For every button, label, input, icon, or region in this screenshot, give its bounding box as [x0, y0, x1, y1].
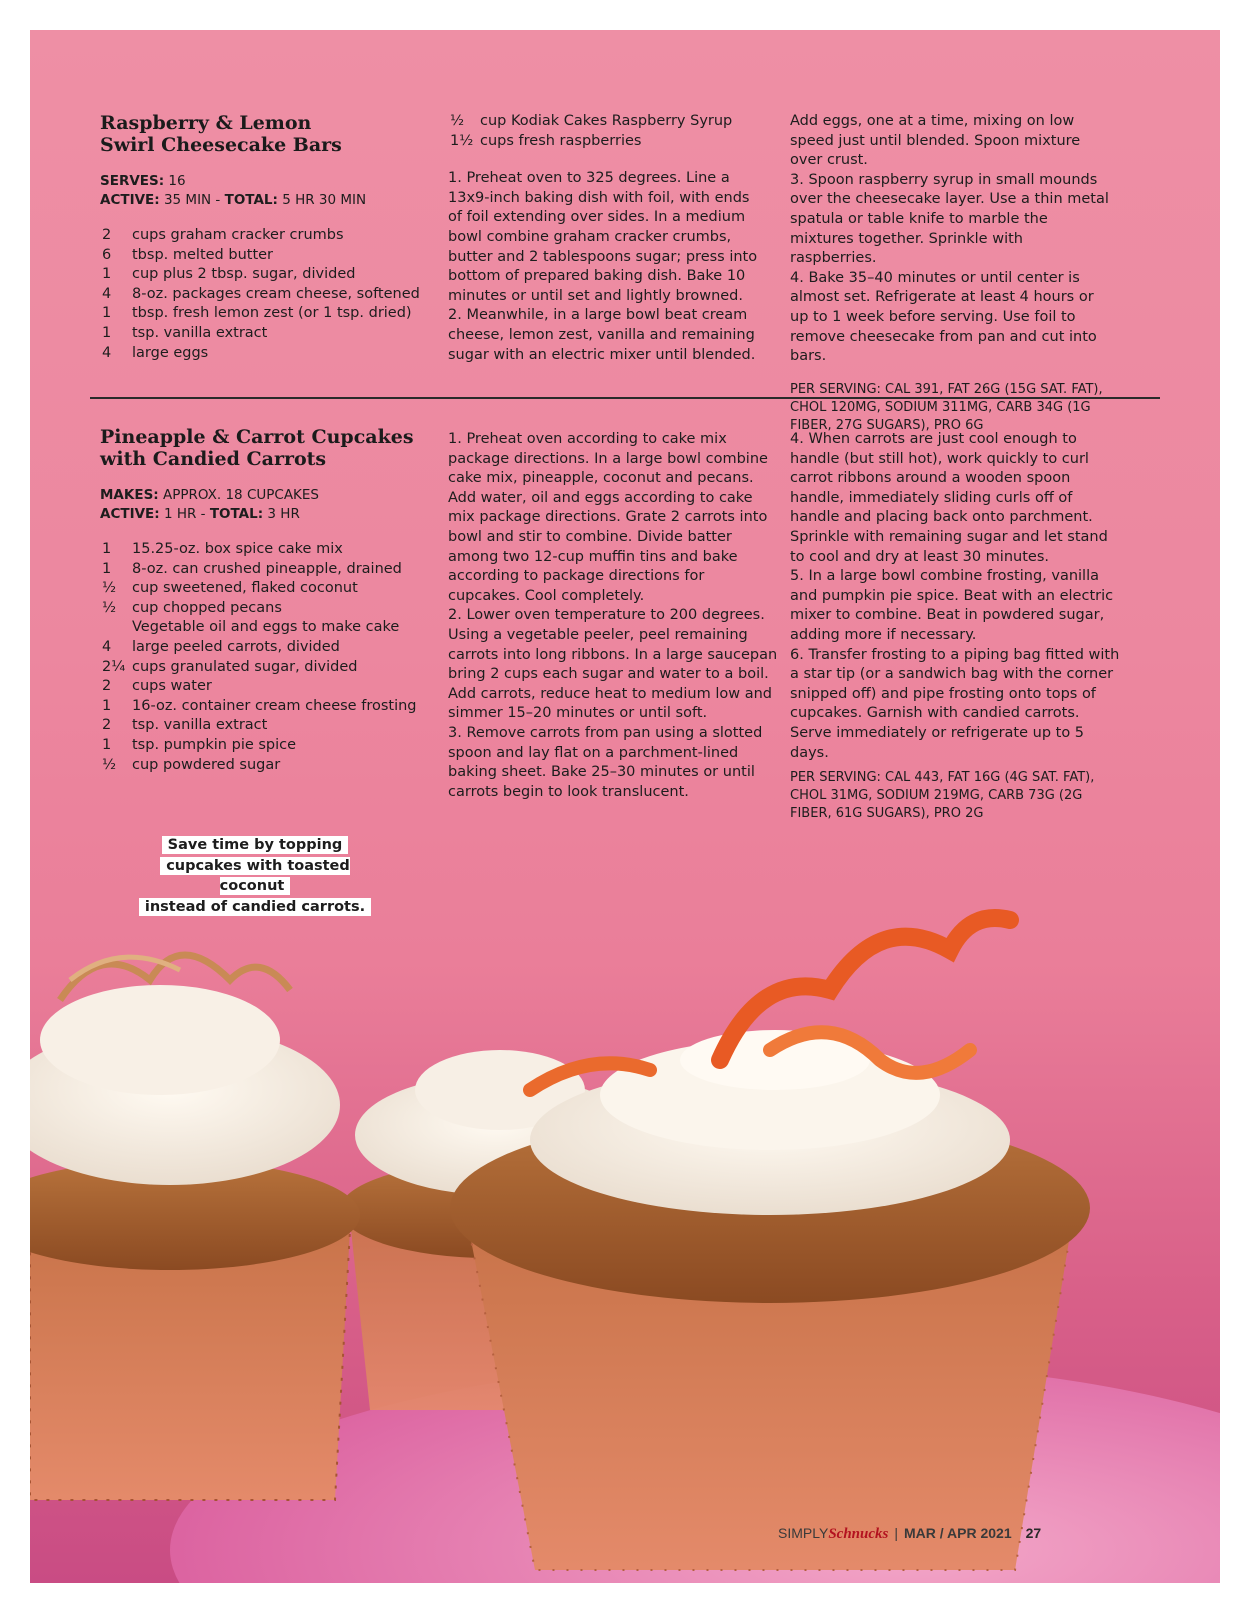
ingredient-quantity: 1	[102, 324, 112, 341]
ingredient-item	[100, 658, 440, 678]
active-label: ACTIVE:	[100, 192, 160, 208]
ingredient-quantity: 2¼	[102, 658, 126, 675]
recipe2-column3	[790, 430, 1125, 836]
recipe-step: 1. Preheat oven according to cake mix package directions. In a large bowl combine cake mix, pineapple, coconut and pecans. Add water, oil and eggs according to cake mix package directions. Grate 2 carrots into bowl and stir to combine. Divide batter among two 12-cup muffin tins and bake according to package directions for cupcakes. Cool completely.	[448, 431, 768, 604]
ingredient-quantity: 6	[102, 246, 112, 263]
recipe1-ingredient-list	[100, 226, 430, 363]
ingredient-text: cups water	[132, 678, 212, 695]
cupcake-front	[450, 918, 1090, 1570]
ingredient-item	[100, 756, 440, 776]
ingredient-quantity: ½	[102, 580, 117, 597]
ingredient-quantity: 1	[102, 266, 112, 283]
recipe-step: 4. Bake 35–40 minutes or until center is almost set. Refrigerate at least 4 hours or up to 1 week before serving. Use foil to remove cheesecake from pan and cut into bars.	[790, 269, 1097, 365]
recipe1-steps-part1	[448, 169, 768, 365]
ingredient-text: cup powdered sugar	[132, 756, 281, 773]
recipe-step: 2. Lower oven temperature to 200 degrees. Using a vegetable peeler, peel remaining carrots into long ribbons. In a large saucepan bring 2 cups each sugar and water to a boil. Add carrots, reduce heat to medium low and simmer 15–20 minutes or until soft.	[448, 607, 778, 722]
ingredient-quantity: 1	[102, 736, 112, 753]
serves-label: SERVES:	[100, 173, 165, 189]
ingredient-item	[100, 618, 440, 638]
footer-separator: |	[894, 1525, 898, 1541]
ingredient-quantity: 4	[102, 344, 112, 361]
ingredient-quantity: 4	[102, 638, 112, 655]
ingredient-text: cups granulated sugar, divided	[132, 658, 358, 675]
recipe1-column1	[100, 112, 430, 363]
footer-simply: SIMPLY	[778, 1525, 829, 1541]
ingredient-quantity: 2	[102, 678, 112, 695]
tip-line3: instead of candied carrots.	[139, 898, 371, 916]
recipe2-title	[100, 426, 440, 470]
total-value: 3 HR	[263, 506, 300, 522]
recipe1-steps-part2	[790, 112, 1110, 367]
recipe2-times	[100, 505, 440, 524]
ingredient-text: tsp. vanilla extract	[132, 717, 268, 734]
recipe2-title-line1: Pineapple & Carrot Cupcakes	[100, 426, 414, 448]
ingredient-text: 16-oz. container cream cheese frosting	[132, 697, 417, 714]
recipe1-column2	[448, 112, 768, 365]
recipe-step: Add eggs, one at a time, mixing on low speed just until blended. Spoon mixture over crust.	[790, 113, 1081, 169]
tip-line2: cupcakes with toasted coconut	[160, 857, 350, 896]
recipe1-title-line2: Swirl Cheesecake Bars	[100, 134, 342, 156]
ingredient-item	[100, 736, 440, 756]
ingredient-text: Vegetable oil and eggs to make cake	[132, 619, 400, 636]
ingredient-item	[100, 265, 430, 285]
ingredient-item	[100, 285, 430, 305]
recipe-step: 3. Spoon raspberry syrup in small mounds over the cheesecake layer. Use a thin metal spatula or table knife to marble the mixtures together. Sprinkle with raspberries.	[790, 171, 1109, 267]
ingredient-item	[100, 540, 440, 560]
ingredient-item	[448, 112, 768, 132]
ingredient-text: tsp. pumpkin pie spice	[132, 736, 297, 753]
ingredient-text: cup plus 2 tbsp. sugar, divided	[132, 266, 356, 283]
cupcake-left	[30, 955, 360, 1500]
recipe1-nutrition: PER SERVING: CAL 391, FAT 26G (15G SAT. FAT), CHOL 120MG, SODIUM 311MG, CARB 34G (1G FIBER, 27G SUGARS), PRO 6G	[790, 381, 1103, 433]
recipe1-title	[100, 112, 430, 156]
ingredient-text: cups graham cracker crumbs	[132, 227, 344, 243]
ingredient-item	[100, 560, 440, 580]
ingredient-text: 8-oz. can crushed pineapple, drained	[132, 560, 402, 577]
tip-line1: Save time by topping	[162, 836, 349, 854]
page-footer	[778, 1525, 1041, 1543]
recipe1-serves	[100, 172, 430, 191]
recipe1-title-line1: Raspberry & Lemon	[100, 112, 312, 134]
makes-value: APPROX. 18 CUPCAKES	[158, 487, 319, 503]
ingredient-text: cup chopped pecans	[132, 599, 282, 616]
ingredient-text: 8-oz. packages cream cheese, softened	[132, 285, 420, 302]
ingredient-quantity: 4	[102, 285, 112, 302]
ingredient-quantity: ½	[102, 756, 117, 773]
ingredient-quantity: ½	[450, 113, 465, 129]
recipe2-nutrition: PER SERVING: CAL 443, FAT 16G (4G SAT. FAT), CHOL 31MG, SODIUM 219MG, CARB 73G (2G FIBER, 61G SUGARS), PRO 2G	[790, 770, 1095, 822]
recipe-step: 4. When carrots are just cool enough to handle (but still hot), work quickly to curl carrot ribbons around a wooden spoon handle, immediately sliding curls off of handle and placing back onto parchment. Sprinkle with remaining sugar and let stand to cool and dry at least 30 minutes.	[790, 431, 1108, 565]
recipe2-column2	[448, 430, 778, 802]
ingredient-text: tsp. vanilla extract	[132, 324, 268, 341]
recipe1-ingredient-list-cont	[448, 112, 768, 151]
ingredient-text: large eggs	[132, 344, 209, 361]
serves-value: 16	[164, 173, 186, 189]
ingredient-item	[100, 324, 430, 344]
ingredient-text: cup Kodiak Cakes Raspberry Syrup	[480, 113, 733, 129]
footer-brand-logo: Schnucks	[828, 1526, 889, 1542]
footer-issue: MAR / APR 2021	[903, 1525, 1012, 1541]
recipe-step: 3. Remove carrots from pan using a slotted spoon and lay flat on a parchment-lined baking sheet. Bake 25–30 minutes or until carrots begin to look translucent.	[448, 724, 763, 800]
ingredient-quantity: 1	[102, 560, 112, 577]
ingredient-quantity: ½	[102, 599, 117, 616]
ingredient-quantity: 1½	[450, 132, 474, 149]
ingredient-text: tbsp. melted butter	[132, 246, 274, 263]
ingredient-item	[100, 638, 440, 658]
ingredient-item	[448, 132, 768, 152]
active-value: 1 HR -	[159, 506, 210, 522]
ingredient-quantity: 1	[102, 305, 112, 322]
page-number: 27	[1025, 1525, 1042, 1541]
recipe-step: 2. Meanwhile, in a large bowl beat cream cheese, lemon zest, vanilla and remaining sugar with an electric mixer until blended.	[448, 307, 756, 363]
total-value: 5 HR 30 MIN	[277, 192, 367, 208]
recipe2-makes	[100, 486, 440, 505]
ingredient-item	[100, 344, 430, 364]
recipe2-title-line2: with Candied Carrots	[100, 448, 327, 470]
recipe2-steps-part2	[790, 430, 1125, 763]
ingredient-text: large peeled carrots, divided	[132, 638, 340, 655]
cupcakes-photo	[30, 890, 1220, 1583]
recipe1-times	[100, 191, 430, 210]
ingredient-item	[100, 716, 440, 736]
recipe-step: 5. In a large bowl combine frosting, vanilla and pumpkin pie spice. Beat with an electric mixer to combine. Beat in powdered sugar, adding more if necessary.	[790, 568, 1114, 643]
active-value: 35 MIN -	[159, 192, 225, 208]
ingredient-text: 15.25-oz. box spice cake mix	[132, 541, 343, 557]
ingredient-item	[100, 304, 430, 324]
ingredient-quantity: 2	[102, 717, 112, 734]
recipe2-column1	[100, 426, 440, 775]
makes-label: MAKES:	[100, 487, 159, 503]
ingredient-item	[100, 599, 440, 619]
recipe-step: 1. Preheat oven to 325 degrees. Line a 13x9-inch baking dish with foil, with ends of foil extending over sides. In a medium bowl combine graham cracker crumbs, butter and 2 tablespoons sugar; press into bottom of prepared baking dish. Bake 10 minutes or until set and lightly browned.	[448, 170, 758, 304]
recipe2-ingredient-list	[100, 540, 440, 775]
ingredient-text: cup sweetened, flaked coconut	[132, 580, 358, 597]
ingredient-item	[100, 697, 440, 717]
ingredient-text: cups fresh raspberries	[480, 132, 642, 149]
ingredient-item	[100, 226, 430, 246]
total-label: TOTAL:	[209, 506, 264, 522]
recipe2-steps-part1	[448, 430, 778, 802]
ingredient-item	[100, 246, 430, 266]
ingredient-item	[100, 579, 440, 599]
section-divider	[90, 397, 1160, 399]
ingredient-text: tbsp. fresh lemon zest (or 1 tsp. dried)	[132, 305, 412, 322]
ingredient-item	[100, 677, 440, 697]
ingredient-quantity: 1	[102, 541, 112, 557]
total-label: TOTAL:	[224, 192, 278, 208]
recipe-step: 6. Transfer frosting to a piping bag fitted with a star tip (or a sandwich bag with the corner snipped off) and pipe frosting onto tops of cupcakes. Garnish with candied carrots. Serve immediately or refrigerate up to 5 days.	[790, 646, 1120, 761]
ingredient-quantity: 1	[102, 697, 112, 714]
magazine-page	[30, 30, 1220, 1583]
active-label: ACTIVE:	[100, 506, 160, 522]
ingredient-quantity: 2	[102, 227, 112, 243]
